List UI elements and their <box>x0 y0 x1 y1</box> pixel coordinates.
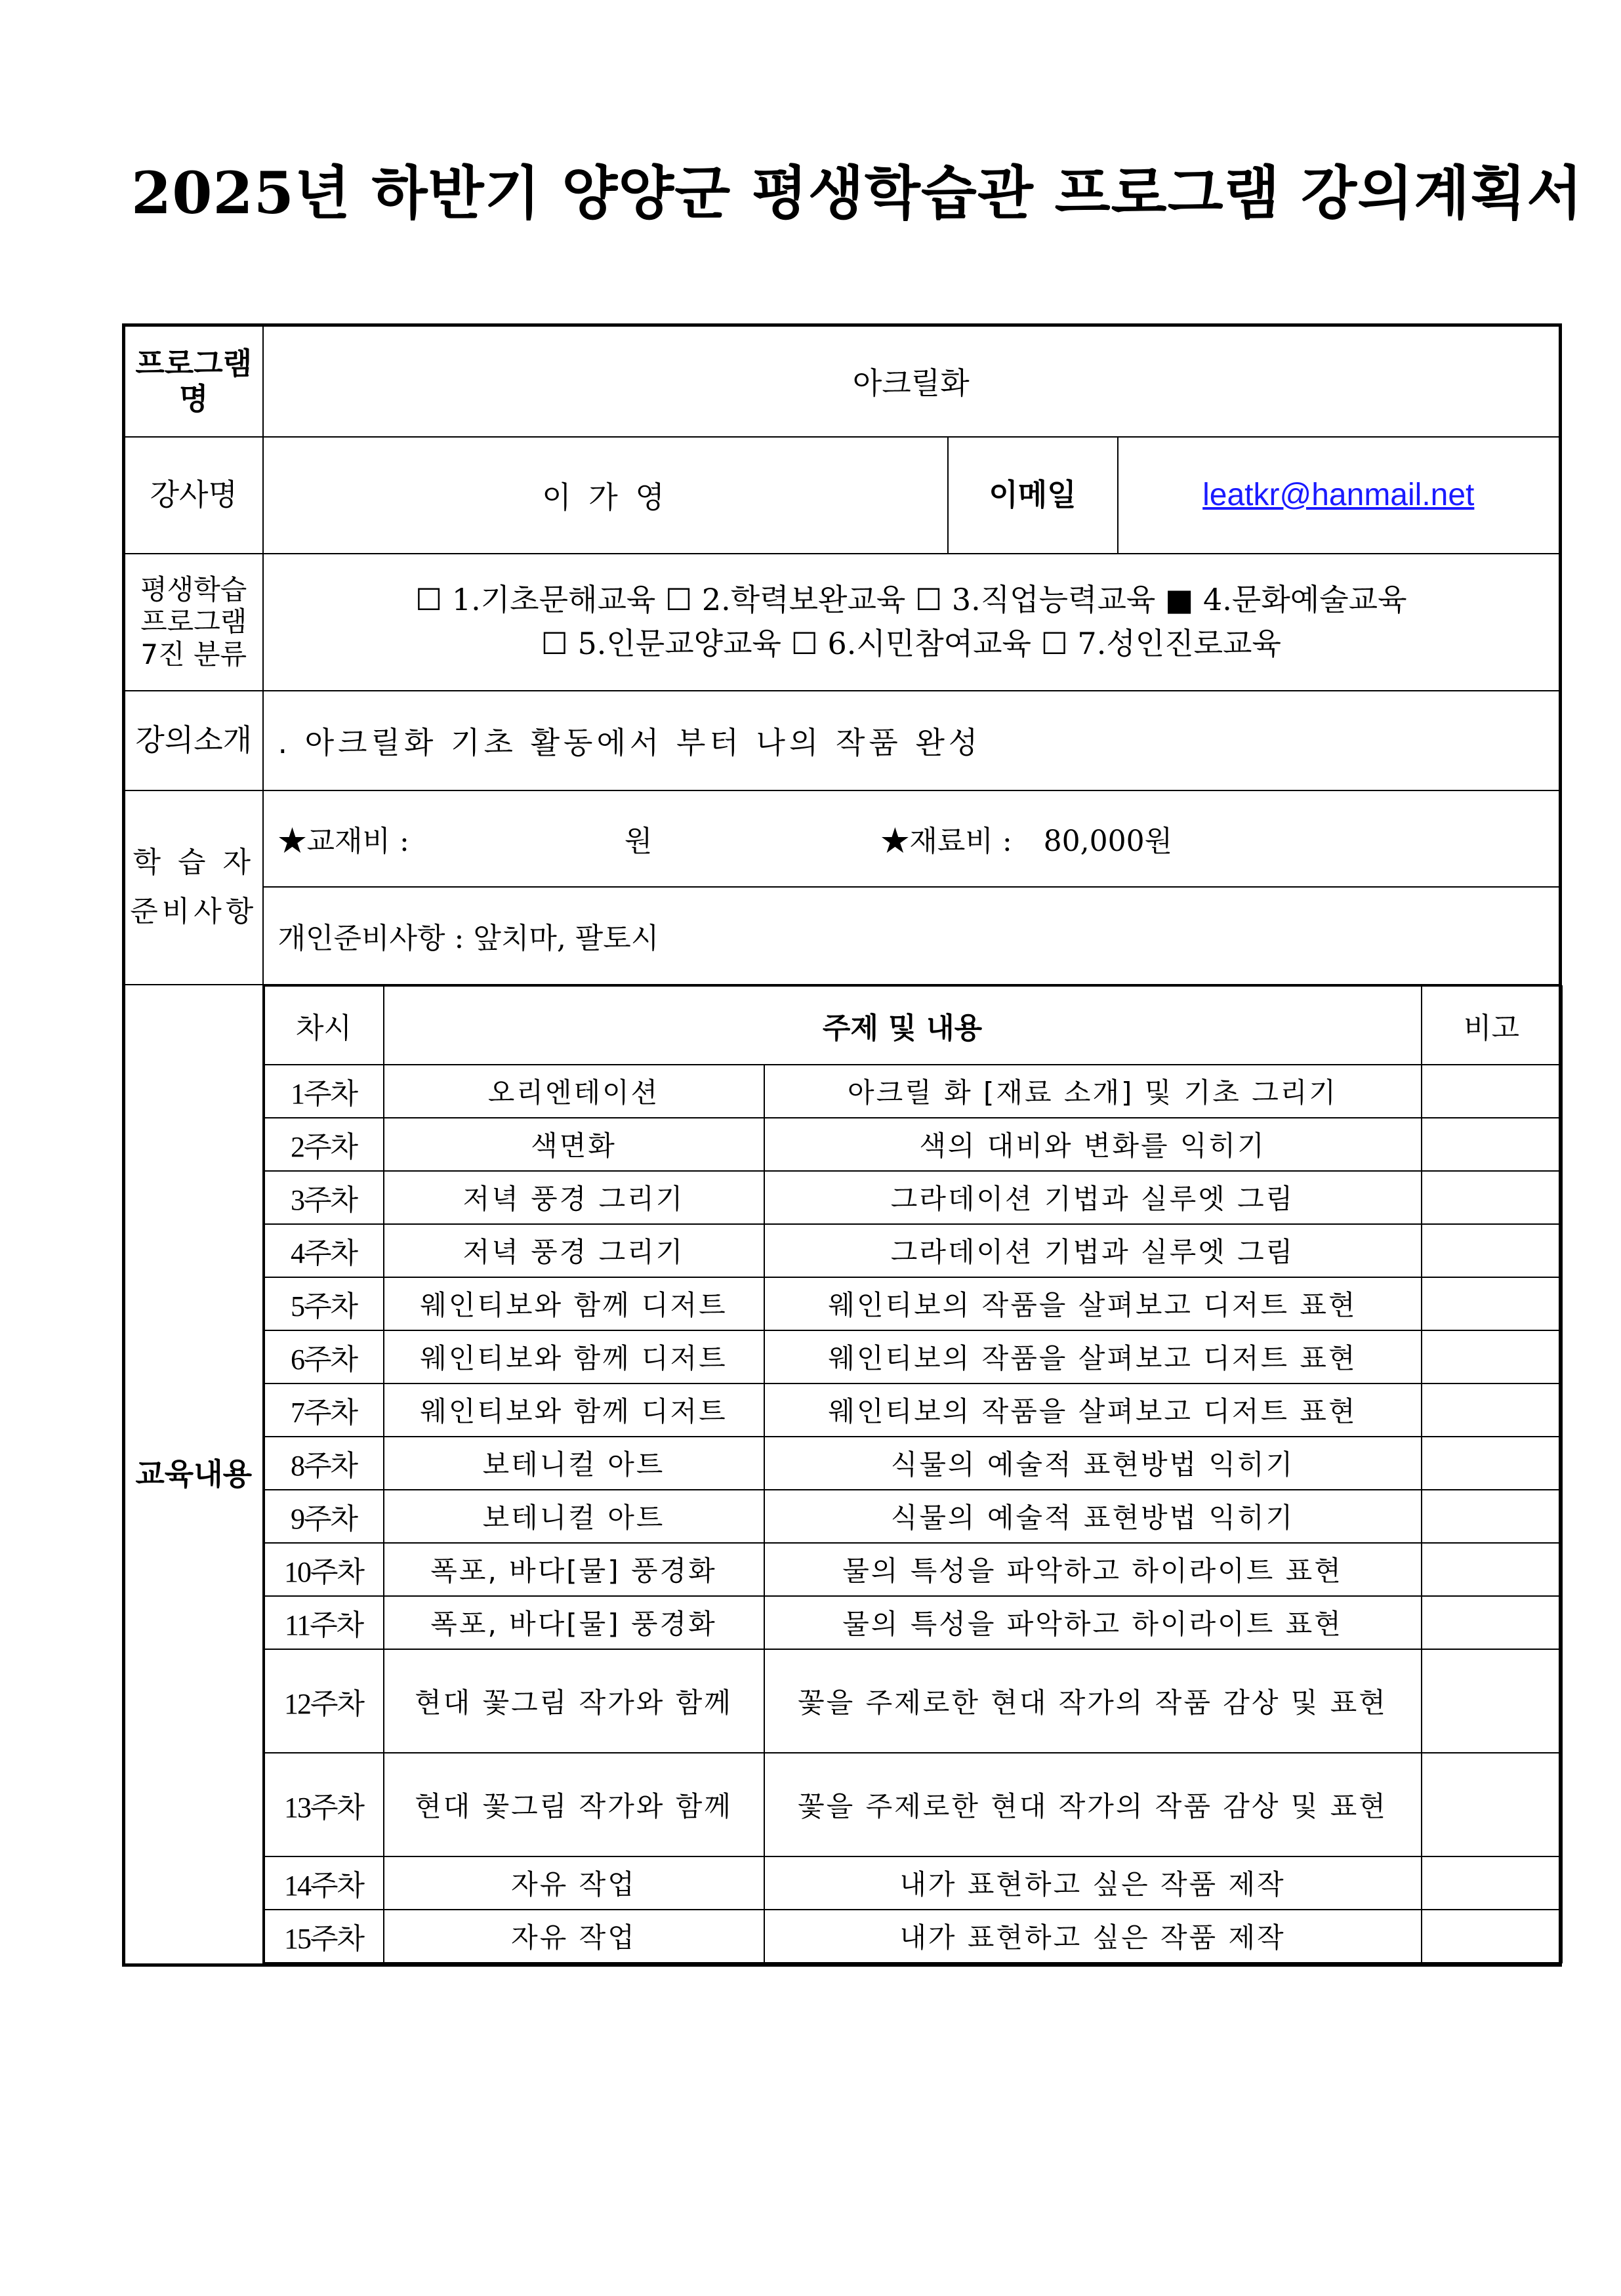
program-name-value: 아크릴화 <box>263 325 1561 437</box>
schedule-topic: 현대 꽃그림 작가와 함께 <box>384 1753 764 1856</box>
schedule-content: 그라데이션 기법과 실루엣 그림 <box>764 1171 1422 1224</box>
schedule-row <box>264 1910 1562 1963</box>
schedule-content: 식물의 예술적 표현방법 익히기 <box>764 1490 1422 1543</box>
textbook-label: ★교재비 : <box>277 825 409 858</box>
category-label: 평생학습 프로그램 7진 분류 <box>124 554 263 691</box>
schedule-note <box>1422 1171 1562 1224</box>
schedule-week: 3주차 <box>264 1171 384 1224</box>
schedule-topic: 웨인티보와 함께 디저트 <box>384 1384 764 1437</box>
schedule-row <box>264 1277 1562 1330</box>
schedule-header-topic: 주제 및 내용 <box>384 986 1422 1065</box>
instructor-row <box>124 437 1561 554</box>
program-name-label: 프로그램명 <box>124 325 263 437</box>
schedule-row <box>264 1596 1562 1649</box>
category-line-1: ☐ 1.기초문해교육 ☐ 2.학력보완교육 ☐ 3.직업능력교육 ■ 4.문화예술교육 <box>415 582 1407 618</box>
schedule-week: 12주차 <box>264 1649 384 1753</box>
schedule-topic: 폭포, 바다[물] 풍경화 <box>384 1543 764 1596</box>
schedule-note <box>1422 1490 1562 1543</box>
prep-personal-value: 개인준비사항 : 앞치마, 팔토시 <box>263 887 1561 985</box>
schedule-week: 15주차 <box>264 1910 384 1963</box>
email-cell <box>1118 437 1561 554</box>
schedule-row <box>264 1649 1562 1753</box>
schedule-topic: 저녁 풍경 그리기 <box>384 1224 764 1277</box>
schedule-note <box>1422 1118 1562 1171</box>
prep-personal-row <box>124 887 1561 985</box>
schedule-note <box>1422 1753 1562 1856</box>
instructor-value: 이 가 영 <box>263 437 948 554</box>
schedule-row <box>264 1437 1562 1490</box>
schedule-week: 7주차 <box>264 1384 384 1437</box>
schedule-topic: 웨인티보와 함께 디저트 <box>384 1330 764 1384</box>
schedule-note <box>1422 1330 1562 1384</box>
lecture-plan-table <box>122 323 1562 1967</box>
schedule-topic: 보테니컬 아트 <box>384 1437 764 1490</box>
schedule-topic: 자유 작업 <box>384 1910 764 1963</box>
schedule-header-note: 비고 <box>1422 986 1562 1065</box>
schedule-row <box>264 1118 1562 1171</box>
schedule-row <box>264 1384 1562 1437</box>
schedule-content: 꽃을 주제로한 현대 작가의 작품 감상 및 표현 <box>764 1649 1422 1753</box>
email-label: 이메일 <box>948 437 1118 554</box>
email-link[interactable]: leatkr@hanmail.net <box>1202 478 1475 512</box>
schedule-week: 2주차 <box>264 1118 384 1171</box>
intro-value: . 아크릴화 기초 활동에서 부터 나의 작품 완성 <box>263 691 1561 790</box>
prep-label: 학 습 자 준비사항 <box>124 790 263 985</box>
material-label: ★재료비 : <box>880 825 1012 858</box>
category-row <box>124 554 1561 691</box>
curriculum-label: 교육내용 <box>124 985 263 1965</box>
schedule-note <box>1422 1437 1562 1490</box>
schedule-topic: 웨인티보와 함께 디저트 <box>384 1277 764 1330</box>
schedule-topic: 보테니컬 아트 <box>384 1490 764 1543</box>
intro-label: 강의소개 <box>124 691 263 790</box>
schedule-content: 아크릴 화 [재료 소개] 및 기초 그리기 <box>764 1065 1422 1118</box>
schedule-week: 4주차 <box>264 1224 384 1277</box>
curriculum-row <box>124 985 1561 1965</box>
schedule-note <box>1422 1910 1562 1963</box>
schedule-row <box>264 1543 1562 1596</box>
schedule-note <box>1422 1543 1562 1596</box>
curriculum-cell <box>263 985 1561 1965</box>
schedule-week: 5주차 <box>264 1277 384 1330</box>
prep-cost-row <box>124 790 1561 887</box>
schedule-note <box>1422 1596 1562 1649</box>
schedule-row <box>264 1065 1562 1118</box>
schedule-content: 식물의 예술적 표현방법 익히기 <box>764 1437 1422 1490</box>
schedule-content: 물의 특성을 파악하고 하이라이트 표현 <box>764 1596 1422 1649</box>
schedule-header-row <box>264 986 1562 1065</box>
schedule-week: 6주차 <box>264 1330 384 1384</box>
schedule-note <box>1422 1649 1562 1753</box>
schedule-row <box>264 1224 1562 1277</box>
program-name-row <box>124 325 1561 437</box>
schedule-topic: 오리엔테이션 <box>384 1065 764 1118</box>
schedule-row <box>264 1753 1562 1856</box>
prep-cost-cell <box>263 790 1561 887</box>
schedule-note <box>1422 1856 1562 1910</box>
schedule-content: 꽃을 주제로한 현대 작가의 작품 감상 및 표현 <box>764 1753 1422 1856</box>
schedule-week: 9주차 <box>264 1490 384 1543</box>
schedule-topic: 현대 꽃그림 작가와 함께 <box>384 1649 764 1753</box>
schedule-table <box>264 985 1563 1963</box>
schedule-content: 색의 대비와 변화를 익히기 <box>764 1118 1422 1171</box>
schedule-week: 1주차 <box>264 1065 384 1118</box>
schedule-week: 10주차 <box>264 1543 384 1596</box>
schedule-topic: 색면화 <box>384 1118 764 1171</box>
schedule-week: 13주차 <box>264 1753 384 1856</box>
schedule-content: 웨인티보의 작품을 살펴보고 디저트 표현 <box>764 1277 1422 1330</box>
category-line-2: ☐ 5.인문교양교육 ☐ 6.시민참여교육 ☐ 7.성인진로교육 <box>541 626 1281 661</box>
schedule-note <box>1422 1277 1562 1330</box>
schedule-row <box>264 1330 1562 1384</box>
schedule-content: 웨인티보의 작품을 살펴보고 디저트 표현 <box>764 1330 1422 1384</box>
schedule-week: 11주차 <box>264 1596 384 1649</box>
schedule-week: 14주차 <box>264 1856 384 1910</box>
textbook-unit: 원 <box>624 825 653 858</box>
schedule-topic: 폭포, 바다[물] 풍경화 <box>384 1596 764 1649</box>
schedule-week: 8주차 <box>264 1437 384 1490</box>
schedule-row <box>264 1856 1562 1910</box>
instructor-label: 강사명 <box>124 437 263 554</box>
schedule-content: 내가 표현하고 싶은 작품 제작 <box>764 1910 1422 1963</box>
schedule-note <box>1422 1384 1562 1437</box>
document-title: 2025년 하반기 양양군 평생학습관 프로그램 강의계획서 <box>131 159 1584 227</box>
schedule-header-session: 차시 <box>264 986 384 1065</box>
schedule-note <box>1422 1224 1562 1277</box>
schedule-row <box>264 1171 1562 1224</box>
schedule-content: 물의 특성을 파악하고 하이라이트 표현 <box>764 1543 1422 1596</box>
schedule-note <box>1422 1065 1562 1118</box>
category-options <box>263 554 1561 691</box>
schedule-content: 내가 표현하고 싶은 작품 제작 <box>764 1856 1422 1910</box>
schedule-topic: 자유 작업 <box>384 1856 764 1910</box>
schedule-content: 웨인티보의 작품을 살펴보고 디저트 표현 <box>764 1384 1422 1437</box>
material-value: 80,000원 <box>1043 825 1173 858</box>
intro-row <box>124 691 1561 790</box>
schedule-row <box>264 1490 1562 1543</box>
schedule-topic: 저녁 풍경 그리기 <box>384 1171 764 1224</box>
schedule-content: 그라데이션 기법과 실루엣 그림 <box>764 1224 1422 1277</box>
